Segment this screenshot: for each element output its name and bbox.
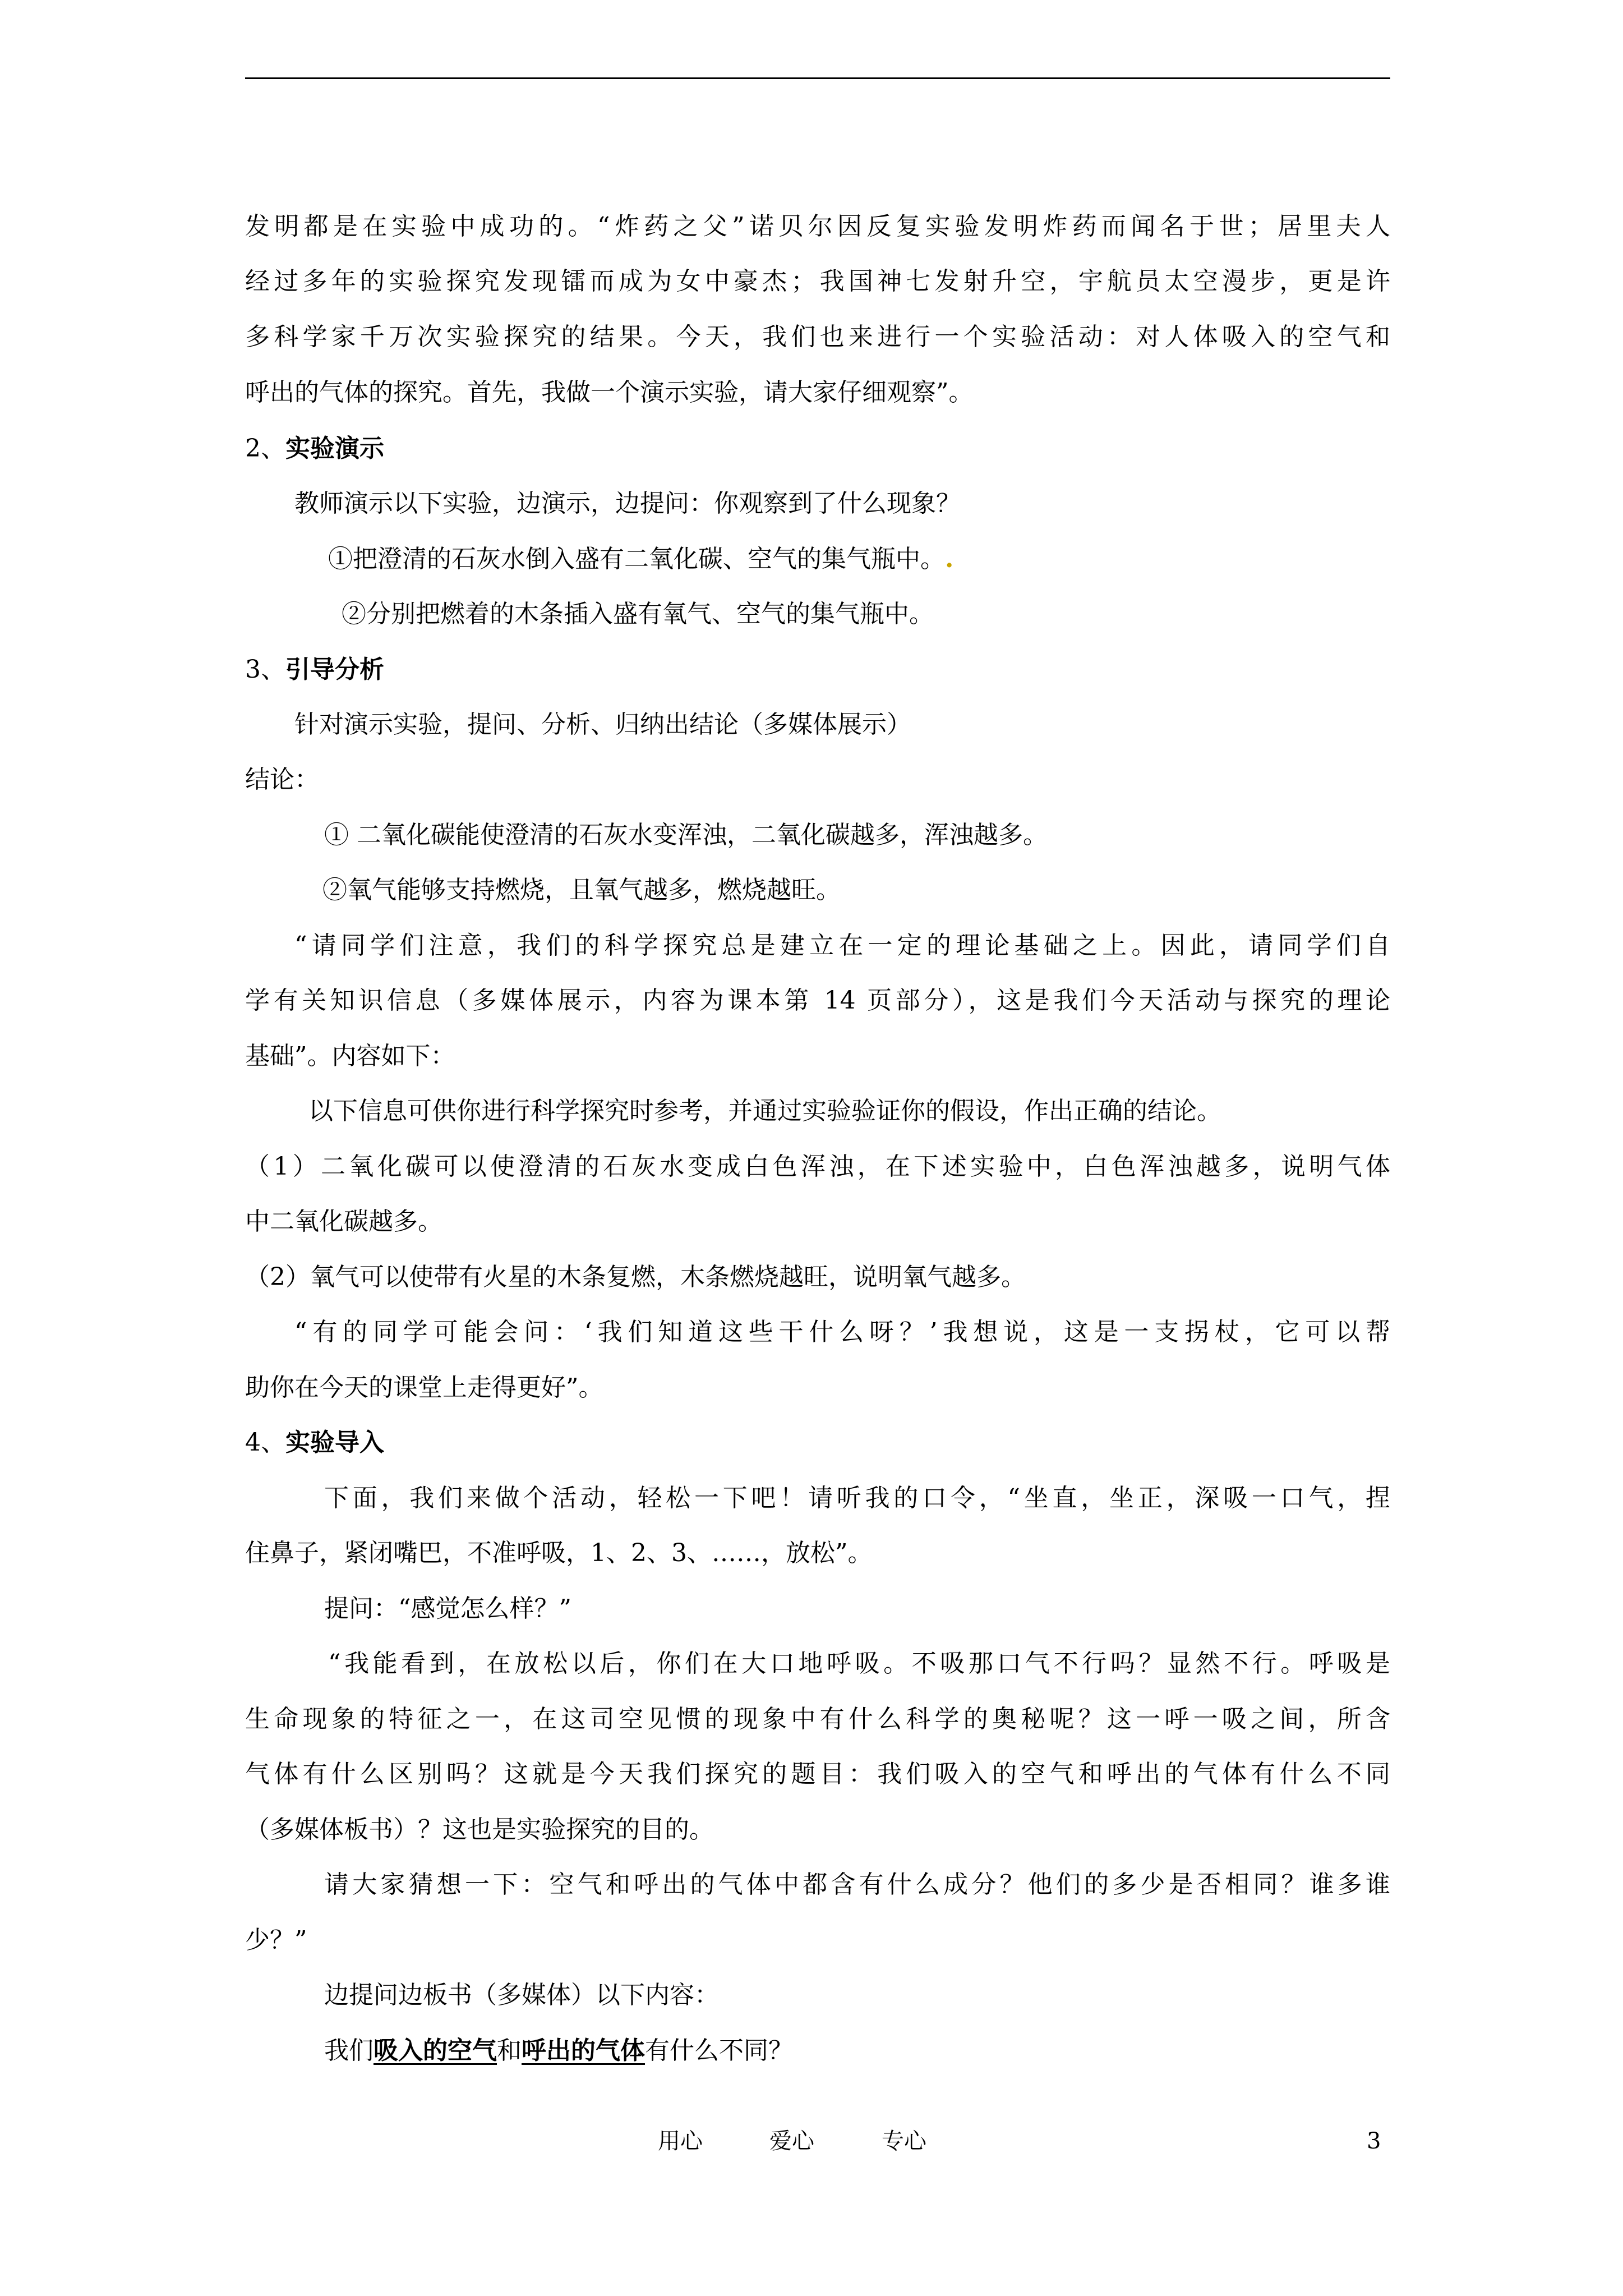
text-line: 以下信息可供你进行科学探究时参考，并通过实验验证你的假设，作出正确的结论。 — [308, 1097, 1221, 1125]
underlined-term: 吸入的空气 — [374, 2036, 497, 2065]
info-item: （2）氧气可以使带有火星的木条复燃，木条燃烧越旺，说明氧气越多。 — [245, 1263, 1026, 1291]
info-item: 中二氧化碳越多。 — [245, 1207, 442, 1236]
text-line: 呼出的气体的探究。首先，我做一个演示实验，请大家仔细观察”。 — [245, 378, 974, 407]
text-line: 经过多年的实验探究发现镭而成为女中豪杰；我国神七发射升空，宇航员太空漫步，更是许 — [245, 267, 1390, 296]
text-line: 教师演示以下实验，边演示，边提问：你观察到了什么现象？ — [294, 489, 961, 518]
section-title: 实验导入 — [285, 1428, 384, 1457]
conclusion-item: ②氧气能够支持燃烧，且氧气越多，燃烧越旺。 — [322, 876, 841, 904]
experiment-item: ②分别把燃着的木条插入盛有氧气、空气的集气瓶中。 — [342, 600, 934, 628]
text-line: 生命现象的特征之一，在这司空见惯的现象中有什么科学的奥秘呢？这一呼一吸之间，所含 — [245, 1705, 1390, 1733]
section-title: 引导分析 — [285, 655, 384, 684]
underlined-term: 呼出的气体 — [522, 2036, 645, 2065]
experiment-text: ①把澄清的石灰水倒入盛有二氧化碳、空气的集气瓶中。 — [328, 545, 945, 573]
text-line: 下面，我们来做个活动，轻松一下吧！请听我的口令，“坐直，坐正，深吸一口气，捏 — [324, 1484, 1390, 1512]
info-item: （1）二氧化碳可以使澄清的石灰水变成白色浑浊，在下述实验中，白色浑浊越多，说明气体 — [245, 1152, 1390, 1181]
text-line: （多媒体板书）？这也是实验探究的目的。 — [245, 1815, 714, 1844]
text-line: 少？” — [245, 1926, 307, 1954]
text-line: 气体有什么区别吗？这就是今天我们探究的题目：我们吸入的空气和呼出的气体有什么不同 — [245, 1760, 1390, 1788]
text-line: 基础”。内容如下： — [245, 1042, 455, 1070]
question-line — [324, 2035, 793, 2067]
section-title: 实验演示 — [285, 434, 384, 463]
conclusion-label: 结论： — [245, 765, 319, 794]
text-line: “请同学们注意，我们的科学探究总是建立在一定的理论基础之上。因此，请同学们自 — [294, 931, 1390, 960]
text-line: 提问：“感觉怎么样？” — [324, 1594, 571, 1623]
section-number: 2、 — [245, 434, 285, 463]
section-heading — [245, 433, 384, 464]
footer-slogan-2: 爱心 — [769, 2128, 814, 2154]
stray-mark: . — [945, 545, 954, 573]
text-line: 助你在今天的课堂上走得更好”。 — [245, 1373, 603, 1402]
section-number: 4、 — [245, 1428, 285, 1457]
conclusion-item: ① 二氧化碳能使澄清的石灰水变浑浊，二氧化碳越多，浑浊越多。 — [324, 821, 1048, 849]
footer-slogan-3: 专心 — [882, 2128, 926, 2154]
question-part: 我们 — [324, 2036, 374, 2065]
header-rule — [245, 77, 1390, 79]
text-line: “有的同学可能会问：‘我们知道这些干什么呀？’我想说，这是一支拐杖，它可以帮 — [294, 1318, 1390, 1346]
text-line: 边提问边板书（多媒体）以下内容： — [324, 1981, 719, 2009]
section-heading — [245, 654, 384, 685]
text-line: 请大家猜想一下：空气和呼出的气体中都含有什么成分？他们的多少是否相同？谁多谁 — [324, 1870, 1390, 1899]
section-number: 3、 — [245, 655, 285, 684]
question-part: 和 — [497, 2036, 522, 2065]
page-number: 3 — [1367, 2128, 1381, 2154]
text-line: 住鼻子，紧闭嘴巴，不准呼吸，1、2、3、……，放松”。 — [245, 1539, 873, 1567]
section-heading — [245, 1427, 384, 1458]
text-line: 多科学家千万次实验探究的结果。今天，我们也来进行一个实验活动：对人体吸入的空气和 — [245, 323, 1390, 351]
footer-slogan-1: 用心 — [658, 2128, 703, 2154]
text-line: 学有关知识信息（多媒体展示，内容为课本第 14 页部分），这是我们今天活动与探究的理论 — [245, 986, 1390, 1015]
text-line: 针对演示实验，提问、分析、归纳出结论（多媒体展示） — [294, 710, 911, 739]
question-part: 有什么不同？ — [645, 2036, 793, 2065]
text-line: “我能看到，在放松以后，你们在大口地呼吸。不吸那口气不行吗？显然不行。呼吸是 — [328, 1649, 1390, 1678]
text-line: 发明都是在实验中成功的。“炸药之父”诺贝尔因反复实验发明炸药而闻名于世；居里夫人 — [245, 212, 1390, 241]
experiment-item — [328, 544, 953, 575]
